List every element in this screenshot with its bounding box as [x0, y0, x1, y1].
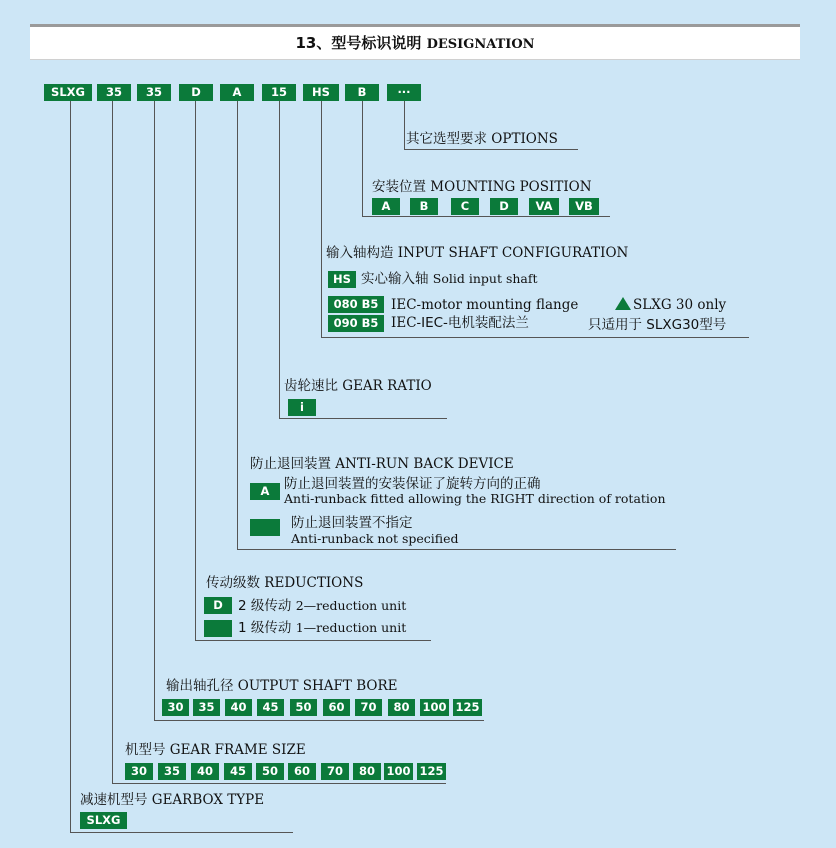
antirun-none-code	[250, 519, 280, 536]
code-box-frame: 35	[97, 84, 131, 101]
reductions-d-text: 2 级传动 2—reduction unit	[238, 598, 407, 614]
warning-icon	[615, 297, 631, 310]
frame-option-100: 100	[384, 763, 413, 780]
leader-reductions	[195, 101, 196, 641]
frame-option-70: 70	[321, 763, 349, 780]
input-shaft-080b5-code: 080 B5	[328, 296, 384, 313]
antirun-a-code: A	[250, 483, 280, 500]
rule-options	[404, 149, 578, 150]
input-shaft-note-zh: 只适用于 SLXG30型号	[588, 317, 727, 333]
reductions-one-code	[204, 620, 232, 637]
mounting-option-c: C	[451, 198, 479, 215]
frame-option-60: 60	[288, 763, 316, 780]
rule-gearbox	[70, 832, 293, 833]
rule-reductions	[195, 640, 431, 641]
input-shaft-090b5-text: IEC-IEC-电机装配法兰	[391, 315, 529, 331]
mounting-option-vb: VB	[569, 198, 599, 215]
options-label: 其它选型要求 OPTIONS	[406, 131, 558, 147]
mounting-option-b: B	[410, 198, 438, 215]
leader-options	[404, 101, 405, 150]
leader-frame	[112, 101, 113, 784]
code-box-gearbox: SLXG	[44, 84, 92, 101]
input-shaft-hs-code: HS	[328, 271, 356, 288]
reductions-d-code: D	[204, 597, 232, 614]
bore-label: 输出轴孔径 OUTPUT SHAFT BORE	[166, 678, 398, 694]
frame-option-35: 35	[158, 763, 186, 780]
leader-bore	[154, 101, 155, 721]
code-box-options: ···	[387, 84, 421, 101]
antirun-none-zh: 防止退回装置不指定	[291, 515, 413, 531]
mounting-option-a: A	[372, 198, 400, 215]
rule-input-shaft	[321, 337, 749, 338]
rule-bore	[154, 720, 484, 721]
leader-mounting	[362, 101, 363, 217]
code-box-mounting: B	[345, 84, 379, 101]
mounting-option-d: D	[490, 198, 518, 215]
mounting-option-va: VA	[529, 198, 559, 215]
bore-option-45: 45	[257, 699, 284, 716]
antirun-none-en: Anti-runback not specified	[291, 531, 459, 546]
input-shaft-label: 输入轴构造 INPUT SHAFT CONFIGURATION	[326, 245, 629, 261]
antirun-a-en: Anti-runback fitted allowing the RIGHT direction of rotation	[284, 491, 666, 506]
rule-mounting	[362, 216, 610, 217]
frame-option-80: 80	[353, 763, 381, 780]
antirun-label: 防止退回装置 ANTI-RUN BACK DEVICE	[250, 456, 514, 472]
ratio-label: 齿轮速比 GEAR RATIO	[284, 378, 432, 394]
bore-option-50: 50	[290, 699, 317, 716]
frame-option-125: 125	[417, 763, 446, 780]
bore-option-70: 70	[355, 699, 382, 716]
input-shaft-hs-text: 实心输入轴 Solid input shaft	[361, 271, 538, 287]
reductions-one-text: 1 级传动 1—reduction unit	[238, 620, 407, 636]
header-title-en: DESIGNATION	[426, 37, 535, 52]
bore-option-35: 35	[193, 699, 220, 716]
antirun-a-zh: 防止退回装置的安装保证了旋转方向的正确	[284, 476, 541, 492]
input-shaft-080b5-text: IEC-motor mounting flange	[391, 297, 579, 313]
gearbox-code: SLXG	[80, 812, 127, 829]
section-header	[30, 24, 800, 59]
bore-option-125: 125	[453, 699, 482, 716]
leader-gearbox	[70, 101, 71, 833]
rule-ratio	[279, 418, 447, 419]
rule-antirun	[237, 549, 676, 550]
input-shaft-note-en: SLXG 30 only	[615, 297, 726, 313]
rule-frame	[112, 783, 446, 784]
code-box-antirun: A	[220, 84, 254, 101]
frame-label: 机型号 GEAR FRAME SIZE	[125, 742, 306, 758]
bore-option-100: 100	[420, 699, 449, 716]
frame-option-50: 50	[256, 763, 284, 780]
header-title-zh: 13、型号标识说明	[295, 34, 422, 52]
leader-input-shaft	[321, 101, 322, 338]
bore-option-30: 30	[162, 699, 189, 716]
input-shaft-090b5-code: 090 B5	[328, 315, 384, 332]
reductions-label: 传动级数 REDUCTIONS	[206, 575, 364, 591]
code-box-input-shaft: HS	[303, 84, 339, 101]
code-box-bore: 35	[137, 84, 171, 101]
gearbox-label: 减速机型号 GEARBOX TYPE	[80, 792, 265, 808]
bore-option-60: 60	[323, 699, 350, 716]
ratio-code: i	[288, 399, 316, 416]
leader-antirun	[237, 101, 238, 550]
mounting-label: 安装位置 MOUNTING POSITION	[372, 179, 592, 195]
frame-option-40: 40	[191, 763, 219, 780]
leader-ratio	[279, 101, 280, 419]
frame-option-45: 45	[224, 763, 252, 780]
bore-option-40: 40	[225, 699, 252, 716]
code-box-reductions: D	[179, 84, 213, 101]
code-box-ratio: 15	[262, 84, 296, 101]
frame-option-30: 30	[125, 763, 153, 780]
bore-option-80: 80	[388, 699, 415, 716]
